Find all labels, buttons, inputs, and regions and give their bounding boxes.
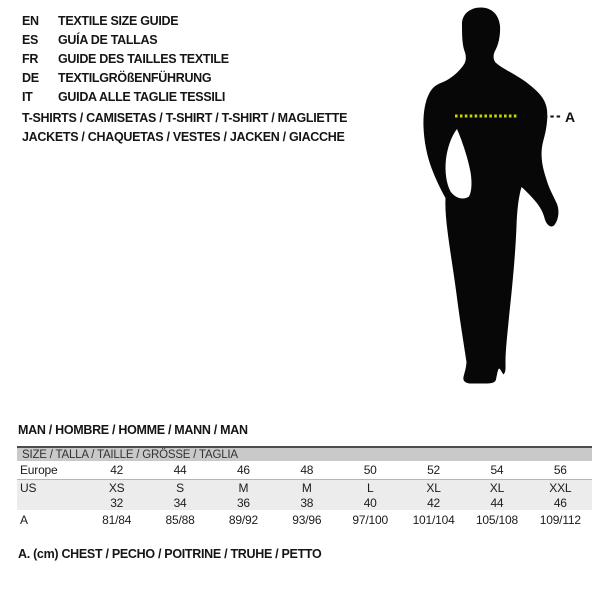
language-code: DE <box>22 71 39 85</box>
size-value: 109/112 <box>539 512 581 527</box>
size-value: 101/104 <box>412 512 455 527</box>
language-code: IT <box>22 90 33 104</box>
size-table-header: SIZE / TALLA / TAILLE / GRÖSSE / TAGLIA <box>17 448 592 461</box>
language-guide-list <box>22 12 229 107</box>
language-code: ES <box>22 33 39 47</box>
table-row-chest-a <box>17 510 592 529</box>
size-value: M <box>238 480 249 495</box>
category-line-tshirts: T-SHIRTS / CAMISETAS / T-SHIRT / T-SHIRT / MAGLIETTE <box>22 111 348 125</box>
language-code: EN <box>22 14 39 28</box>
row-label: US <box>20 480 37 495</box>
size-value: 93/96 <box>292 512 322 527</box>
language-row <box>22 69 229 88</box>
size-value: 42 <box>427 495 441 510</box>
size-value: 105/108 <box>475 512 518 527</box>
size-value: 56 <box>553 463 567 477</box>
size-value: 89/92 <box>228 512 258 527</box>
language-code: FR <box>22 52 39 66</box>
language-row <box>22 50 229 69</box>
size-value: 32 <box>110 495 124 510</box>
garment-categories <box>22 109 347 147</box>
man-silhouette-path <box>423 8 558 384</box>
language-label: TEXTILE SIZE GUIDE <box>58 14 179 28</box>
measure-label: A <box>565 109 576 125</box>
size-value: 54 <box>490 463 504 477</box>
table-row-us <box>17 480 592 495</box>
size-value: 42 <box>110 463 124 477</box>
table-row-numeric <box>17 495 592 510</box>
size-value: S <box>176 480 184 495</box>
size-value: 46 <box>236 463 250 477</box>
language-label: GUIDE DES TAILLES TEXTILE <box>58 52 229 66</box>
row-label: A <box>20 512 28 527</box>
category-line-jackets: JACKETS / CHAQUETAS / VESTES / JACKEN / GIACCHE <box>22 130 345 144</box>
size-value: 46 <box>553 495 567 510</box>
table-row-europe <box>17 461 592 480</box>
language-row <box>22 88 229 107</box>
size-value: M <box>301 480 312 495</box>
size-value: 85/88 <box>165 512 195 527</box>
language-row <box>22 12 229 31</box>
size-value: 40 <box>363 495 377 510</box>
size-table <box>17 446 592 529</box>
man-silhouette-svg <box>400 5 578 390</box>
size-value: XXL <box>549 480 572 495</box>
size-value: 81/84 <box>102 512 132 527</box>
size-value: 50 <box>363 463 377 477</box>
size-value: 97/100 <box>352 512 388 527</box>
measurement-footnote: A. (cm) CHEST / PECHO / POITRINE / TRUHE / PETTO <box>18 547 322 561</box>
size-value: 48 <box>300 463 314 477</box>
language-label: GUÍA DE TALLAS <box>58 33 158 47</box>
size-value: XS <box>108 480 125 495</box>
man-figure <box>400 5 578 390</box>
size-value: 44 <box>490 495 504 510</box>
language-label: TEXTILGRÖßENFÜHRUNG <box>58 71 212 85</box>
size-value: 52 <box>427 463 441 477</box>
size-value: 36 <box>236 495 250 510</box>
size-value: L <box>366 480 374 495</box>
size-value: 44 <box>173 463 187 477</box>
size-value: 34 <box>173 495 187 510</box>
size-value: 38 <box>300 495 314 510</box>
language-row <box>22 31 229 50</box>
section-heading-man: MAN / HOMBRE / HOMME / MANN / MAN <box>18 423 248 437</box>
row-label: Europe <box>20 463 58 477</box>
language-label: GUIDA ALLE TAGLIE TESSILI <box>58 90 226 104</box>
size-value: XL <box>426 480 441 495</box>
size-value: XL <box>489 480 505 495</box>
